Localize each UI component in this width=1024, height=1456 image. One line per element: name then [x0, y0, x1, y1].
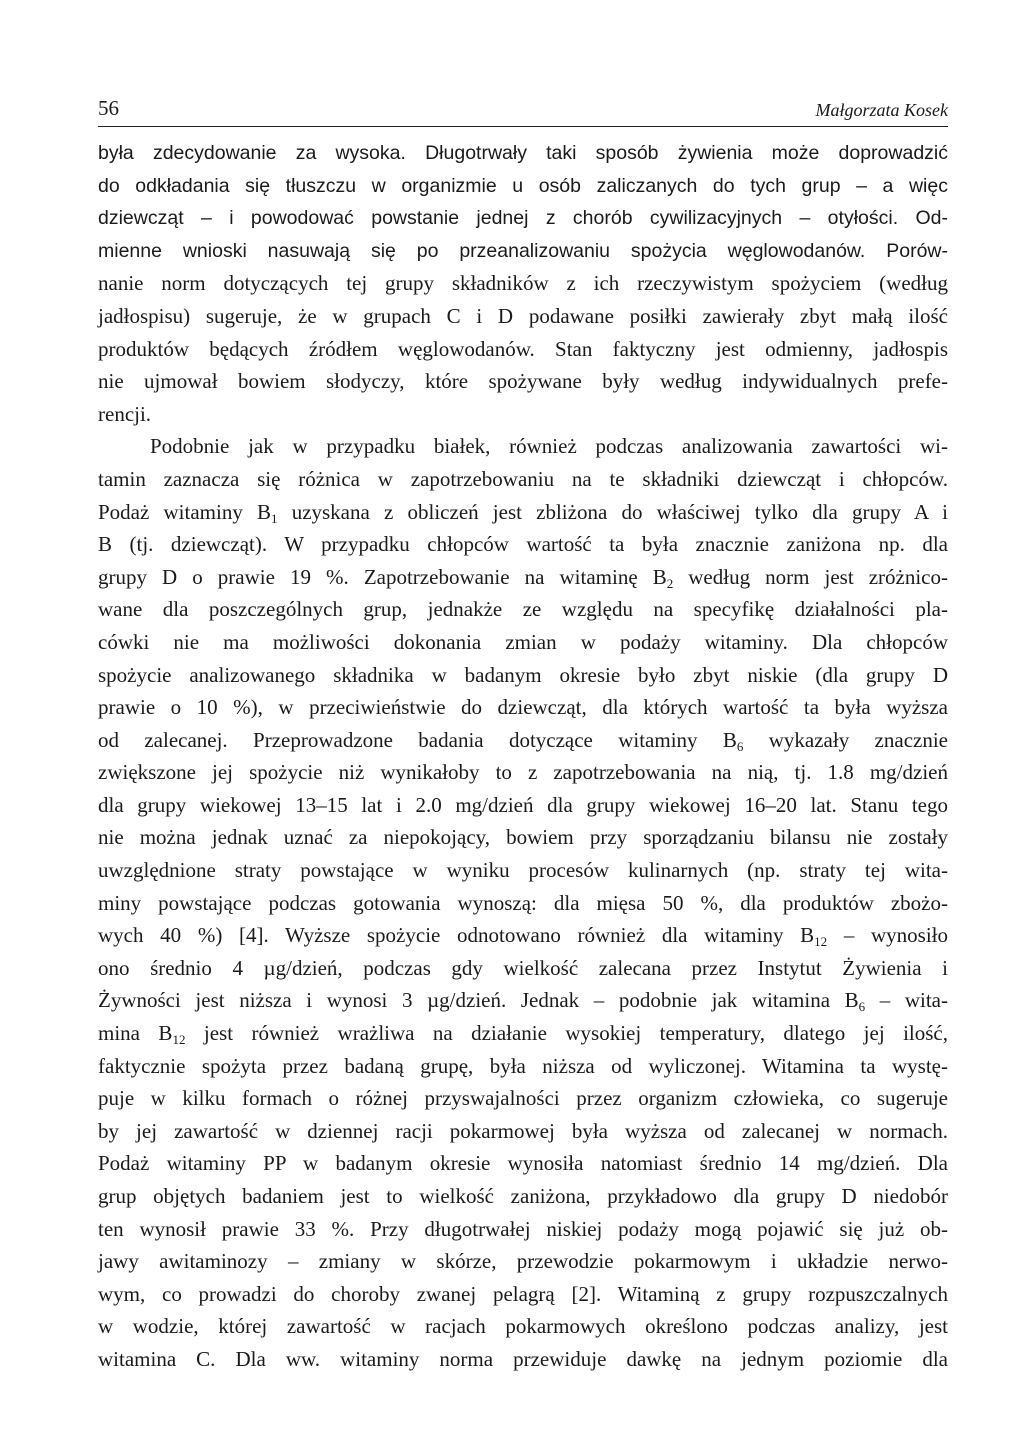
text-line: do odkładania się tłuszczu w organizmie u osób zaliczanych do tych grup – a więc	[98, 174, 948, 197]
text-line: była zdecydowanie za wysoka. Długotrwały taki sposób żywienia może doprowadzić	[98, 142, 948, 164]
text-line: wane dla poszczególnych grup, jednakże ze względu na specyfikę działalności pla-	[98, 597, 948, 622]
text-line: ono średnio 4 µg/dzień, podczas gdy wielkość zalecana przez Instytut Żywienia i	[98, 955, 948, 980]
text-line: Podobnie jak w przypadku białek, również podczas analizowania zawartości wi-	[150, 434, 948, 459]
text-line: produktów będących źródłem węglowodanów. Stan faktyczny jest odmienny, jadłospis	[98, 336, 948, 361]
page-header	[98, 96, 948, 127]
text-run: mina B	[98, 1021, 173, 1046]
text-line	[98, 724, 948, 757]
text-run: według norm jest zróżnico-	[673, 564, 948, 589]
text-line	[98, 919, 948, 952]
text-run: – wynosiło	[827, 923, 949, 948]
body-text	[98, 137, 948, 1376]
text-line: B (tj. dziewcząt). W przypadku chłopców wartość ta była znacznie zaniżona np. dla	[98, 532, 948, 557]
text-line: nie można jednak uznać za niepokojący, bowiem przy sporządzaniu bilansu nie zostały	[98, 825, 948, 850]
text-line: zwiększone jej spożycie niż wynikałoby to z zapotrzebowania na nią, tj. 1.8 mg/dzień	[98, 760, 948, 785]
text-line: spożycie analizowanego składnika w badanym okresie było zbyt niskie (dla grupy D	[98, 662, 948, 687]
subscript: 12	[172, 1032, 186, 1048]
text-line: w wodzie, której zawartość w racjach pokarmowych określono podczas analizy, jest	[98, 1314, 948, 1339]
text-run: wykazały znacznie	[743, 727, 948, 752]
text-line: nie ujmował bowiem słodyczy, które spożywane były według indywidualnych prefe-	[98, 369, 948, 394]
text-run: Żywności jest niższa i wynosi 3 µg/dzień. Jednak – podobnie jak witamina B	[98, 988, 859, 1013]
text-line: mienne wnioski nasuwają się po przeanalizowaniu spożycia węglowodanów. Porów-	[98, 239, 948, 262]
text-line: puje w kilku formach o różnej przyswajalności przez organizm człowieka, co sugeruje	[98, 1086, 948, 1111]
text-line: dziewcząt – i powodować powstanie jednej z chorób cywilizacyjnych – otyłości. Od-	[98, 207, 948, 230]
text-run: od zalecanej. Przeprowadzone badania dotyczące witaminy B	[98, 727, 737, 752]
subscript: 1	[271, 510, 278, 526]
page-number: 56	[98, 96, 119, 120]
text-line: jawy awitaminozy – zmiany w skórze, przewodzie pokarmowym i układzie nerwo-	[98, 1249, 948, 1274]
subscript: 2	[666, 575, 674, 591]
subscript: 12	[814, 934, 828, 950]
text-line: nanie norm dotyczących tej grupy składników z ich rzeczywistym spożyciem (według	[98, 271, 948, 296]
text-line: uwzględnione straty powstające w wyniku procesów kulinarnych (np. straty tej wita-	[98, 858, 948, 883]
text-line: miny powstające podczas gotowania wynoszą: dla mięsa 50 %, dla produktów zbożo-	[98, 890, 948, 915]
text-run: Podaż witaminy B	[98, 499, 272, 524]
text-line: grup objętych badaniem jest to wielkość zaniżona, przykładowo dla grupy D niedobór	[98, 1184, 948, 1208]
text-line: faktycznie spożyta przez badaną grupę, była niższa od wyliczonej. Witamina ta wystę-	[98, 1053, 948, 1078]
text-run: grupy D o prawie 19 %. Zapotrzebowanie na witaminę B	[98, 564, 667, 589]
text-line: Podaż witaminy PP w badanym okresie wynosiła natomiast średnio 14 mg/dzień. Dla	[98, 1151, 948, 1176]
subscript: 6	[736, 738, 744, 754]
running-head-author: Małgorzata Kosek	[815, 100, 948, 120]
subscript: 6	[858, 999, 866, 1015]
text-line: cówki nie ma możliwości dokonania zmian w podaży witaminy. Dla chłopców	[98, 629, 948, 654]
text-line: jadłospisu) sugeruje, że w grupach C i D podawane posiłki zawierały zbyt małą ilość	[98, 303, 948, 328]
text-line	[98, 561, 948, 594]
text-line	[98, 496, 948, 529]
text-line	[98, 1017, 948, 1050]
text-line: dla grupy wiekowej 13–15 lat i 2.0 mg/dzień dla grupy wiekowej 16–20 lat. Stanu tego	[98, 792, 948, 817]
text-run: uzyskana z obliczeń jest zbliżona do właściwej tylko dla grupy A i	[277, 499, 948, 524]
text-line: rencji.	[98, 401, 152, 426]
text-line: tamin zaznacza się różnica w zapotrzebowaniu na te składniki dziewcząt i chłopców.	[98, 466, 948, 491]
text-line: prawie o 10 %), w przeciwieństwie do dziewcząt, dla których wartość ta była wyższa	[98, 695, 948, 720]
text-run: – wita-	[865, 988, 948, 1013]
text-line: ten wynosił prawie 33 %. Przy długotrwałej niskiej podaży mogą pojawić się już ob-	[98, 1216, 948, 1241]
text-line: wym, co prowadzi do choroby zwanej pelagrą [2]. Witaminą z grupy rozpuszczalnych	[98, 1281, 948, 1306]
text-line	[98, 984, 948, 1017]
text-run: wych 40 %) [4]. Wyższe spożycie odnotowano również dla witaminy B	[98, 923, 815, 948]
text-line: witamina C. Dla ww. witaminy norma przewiduje dawkę na jednym poziomie dla	[98, 1346, 948, 1371]
text-line: by jej zawartość w dziennej racji pokarmowej była wyższa od zalecanej w normach.	[98, 1118, 948, 1143]
text-run: jest również wrażliwa na działanie wysokiej temperatury, dlatego jej ilość,	[185, 1021, 948, 1046]
